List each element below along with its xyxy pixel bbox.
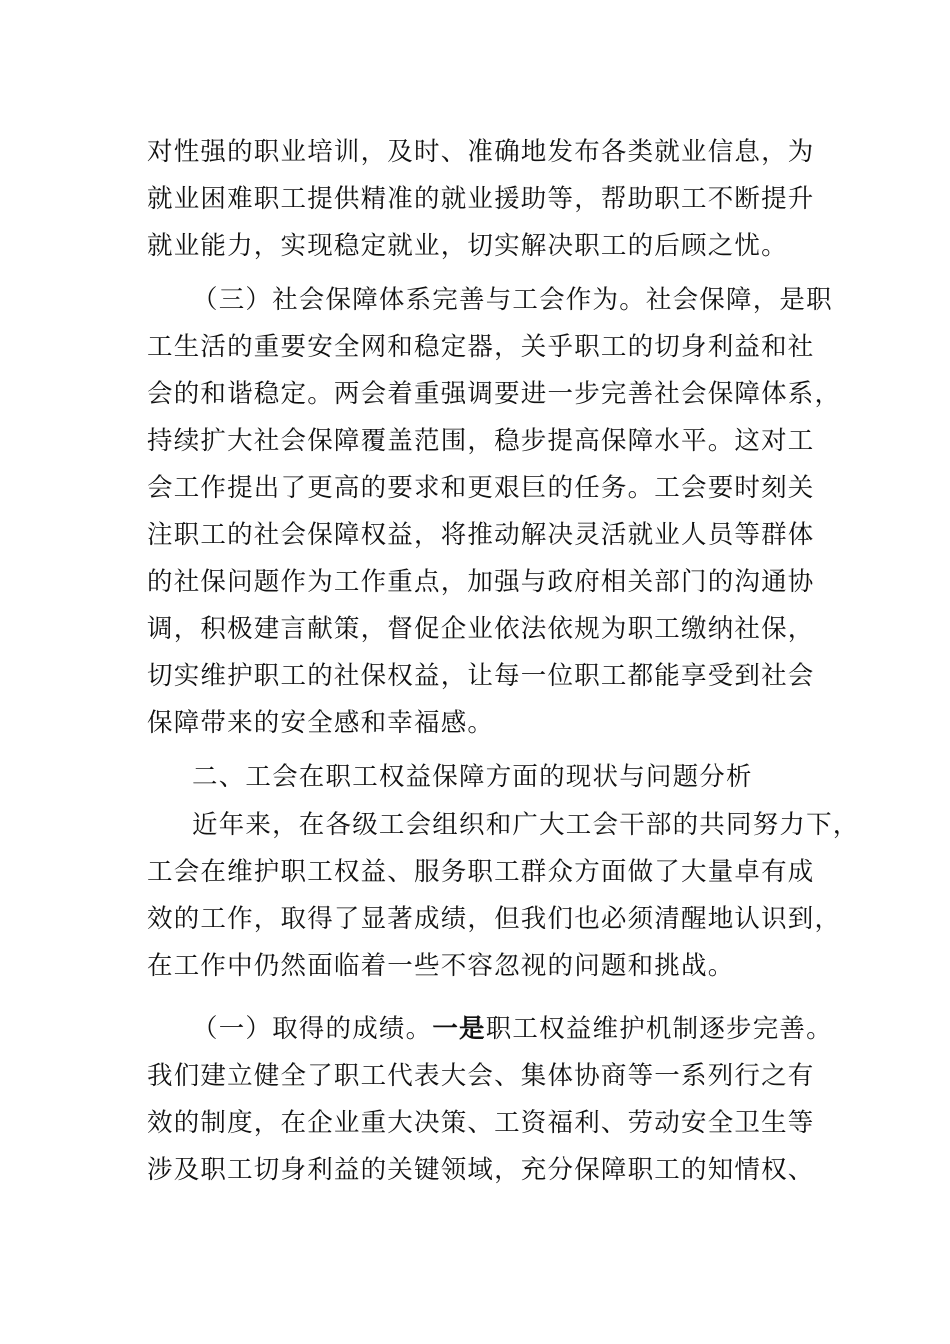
paragraph-line: 就业困难职工提供精准的就业援助等，帮助职工不断提升 <box>147 184 815 214</box>
paragraph-line: 会的和谐稳定。两会着重强调要进一步完善社会保障体系， <box>147 379 842 409</box>
paragraph-line: 会工作提出了更高的要求和更艰巨的任务。工会要时刻关 <box>147 473 815 503</box>
paragraph-line: 效的制度，在企业重大决策、工资福利、劳动安全卫生等 <box>147 1108 815 1138</box>
chapter-heading: 二、工会在职工权益保障方面的现状与问题分析 <box>192 762 753 792</box>
paragraph-line: 涉及职工切身利益的关键领域，充分保障职工的知情权、 <box>147 1155 815 1185</box>
paragraph-line: 切实维护职工的社保权益，让每一位职工都能享受到社会 <box>147 661 815 691</box>
paragraph-line: 效的工作，取得了显著成绩，但我们也必须清醒地认识到， <box>147 904 842 934</box>
achievements-heading: （一）取得的成绩。 <box>192 1014 433 1044</box>
paragraph-line: 工会在维护职工权益、服务职工群众方面做了大量卓有成 <box>147 857 815 887</box>
paragraph-line: 保障带来的安全感和幸福感。 <box>147 708 495 738</box>
paragraph-line: 对性强的职业培训，及时、准确地发布各类就业信息，为 <box>147 137 815 167</box>
achievements-heading-line <box>192 1013 833 1045</box>
achievement-item-text: 职工权益维护机制逐步完善。 <box>485 1014 833 1044</box>
paragraph-line: 在工作中仍然面临着一些不容忽视的问题和挑战。 <box>147 951 735 981</box>
paragraph-line: 持续扩大社会保障覆盖范围，稳步提高保障水平。这对工 <box>147 426 815 456</box>
paragraph-line: 调，积极建言献策，督促企业依法依规为职工缴纳社保， <box>147 614 815 644</box>
paragraph-line: 注职工的社会保障权益，将推动解决灵活就业人员等群体 <box>147 520 815 550</box>
paragraph-line: 的社保问题作为工作重点，加强与政府相关部门的沟通协 <box>147 567 815 597</box>
paragraph-line: 工生活的重要安全网和稳定器，关乎职工的切身利益和社 <box>147 332 815 362</box>
ordinal-marker-first: 一是 <box>432 1014 486 1044</box>
paragraph-line: 近年来，在各级工会组织和广大工会干部的共同努力下， <box>192 810 860 840</box>
section-heading-line: （三）社会保障体系完善与工会作为。社会保障，是职 <box>192 285 833 315</box>
paragraph-line: 就业能力，实现稳定就业，切实解决职工的后顾之忧。 <box>147 231 788 261</box>
paragraph-line: 我们建立健全了职工代表大会、集体协商等一系列行之有 <box>147 1061 815 1091</box>
